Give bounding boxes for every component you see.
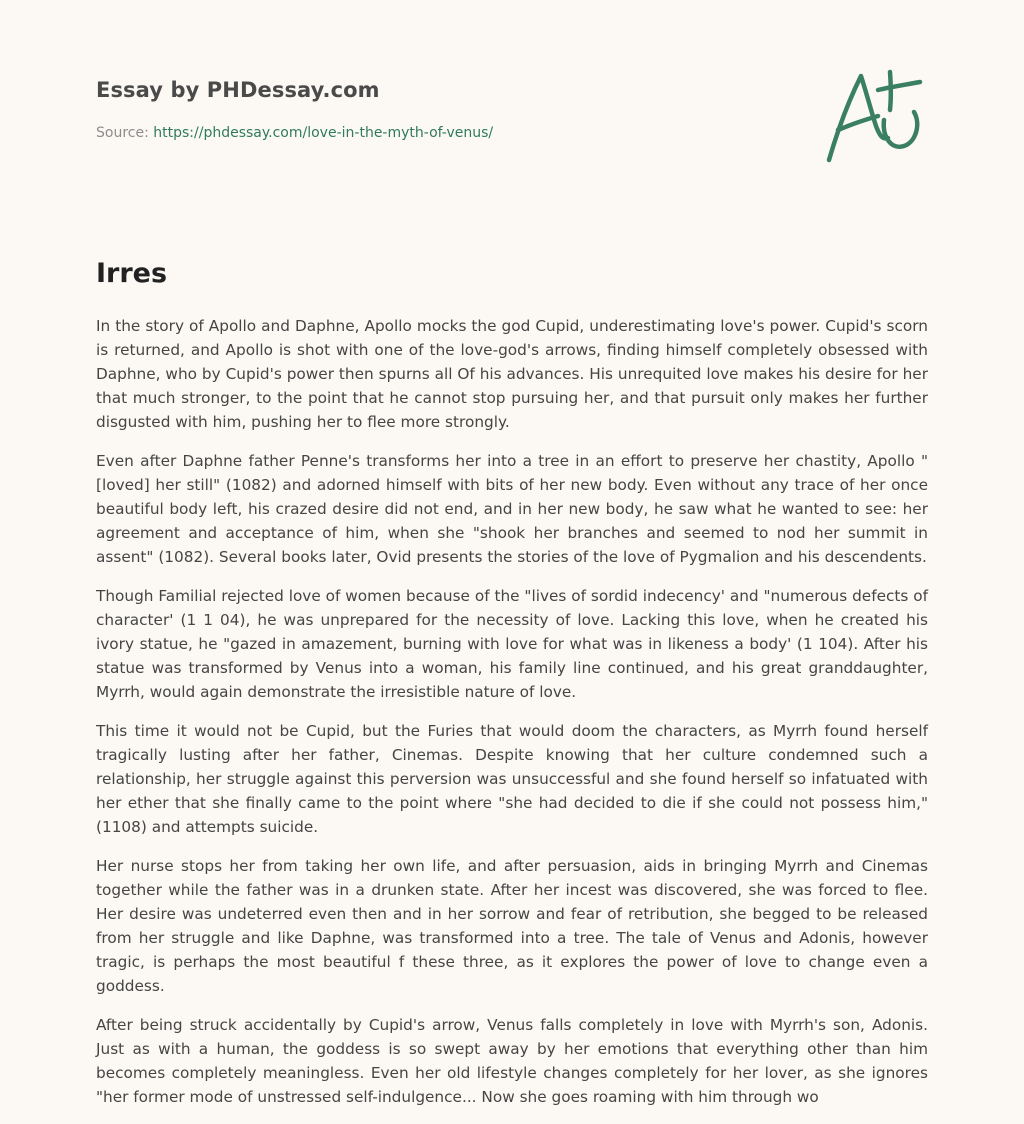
essay-title: Irres [96, 258, 168, 289]
essay-paragraph: Though Familial rejected love of women because of the "lives of sordid indecency' and "numerous defects of character' (1 1 04), he was unprepared for the necessity of love. Lacking this love, when he created his ivory statue, he "gazed in amazement, burning with love for what was in likeness a body' (1 104). After his statue was transformed by Venus into a woman, his family line continued, and his great granddaughter, Myrrh, would again demonstrate the irresistible nature of love. [96, 587, 928, 701]
a-plus-grade-icon [820, 66, 930, 166]
source-link[interactable]: https://phdessay.com/love-in-the-myth-of-venus/ [153, 125, 494, 141]
essay-paragraph: Even after Daphne father Penne's transforms her into a tree in an effort to preserve her chastity, Apollo "[loved] her still" (1082) and adorned himself with bits of her new body. Even without any trace of her once beautiful body left, his crazed desire did not end, and in her new body, he saw what he wanted to see: her agreement and acceptance of him, when she "shook her branches and seemed to nod her summit in assent" (1082). Several books later, Ovid presents the stories of the love of Pygmalion and his descendents. [96, 452, 928, 566]
essay-paragraph: Her nurse stops her from taking her own life, and after persuasion, aids in bringing Myrrh and Cinemas together while the father was in a drunken state. After her incest was discovered, she was forced to flee. Her desire was undeterred even then and in her sorrow and fear of retribution, she begged to be released from her struggle and like Daphne, was transformed into a tree. The tale of Venus and Adonis, however tragic, is perhaps the most beautiful f these three, as it explores the power of love to change even a goddess. [96, 857, 928, 995]
essay-paragraph: After being struck accidentally by Cupid's arrow, Venus falls completely in love with Myrrh's son, Adonis. Just as with a human, the goddess is so swept away by her emotions that everything other than him becomes completely meaningless. Even her old lifestyle changes completely for her lover, as she ignores "her former mode of unstressed self-indulgence... Now she goes roaming with him through wo [96, 1016, 928, 1106]
essay-paragraph: In the story of Apollo and Daphne, Apollo mocks the god Cupid, underestimating love's power. Cupid's scorn is returned, and Apollo is shot with one of the love-god's arrows, finding himself completely obsessed with Daphne, who by Cupid's power then spurns all Of his advances. His unrequited love makes his desire for her that much stronger, to the point that he cannot stop pursuing her, and that pursuit only makes her further disgusted with him, pushing her to flee more strongly. [96, 317, 928, 431]
essay-paragraph: This time it would not be Cupid, but the Furies that would doom the characters, as Myrrh found herself tragically lusting after her father, Cinemas. Despite knowing that her culture condemned such a relationship, her struggle against this perversion was unsuccessful and she found herself so infatuated with her ether that she finally came to the point where "she had decided to die if she could not possess him," (1108) and attempts suicide. [96, 722, 928, 836]
source-line [96, 123, 716, 143]
essay-body [96, 314, 928, 1124]
page-header [96, 76, 716, 143]
site-brand: Essay by PHDessay.com [96, 78, 380, 102]
source-label: Source: [96, 125, 154, 141]
